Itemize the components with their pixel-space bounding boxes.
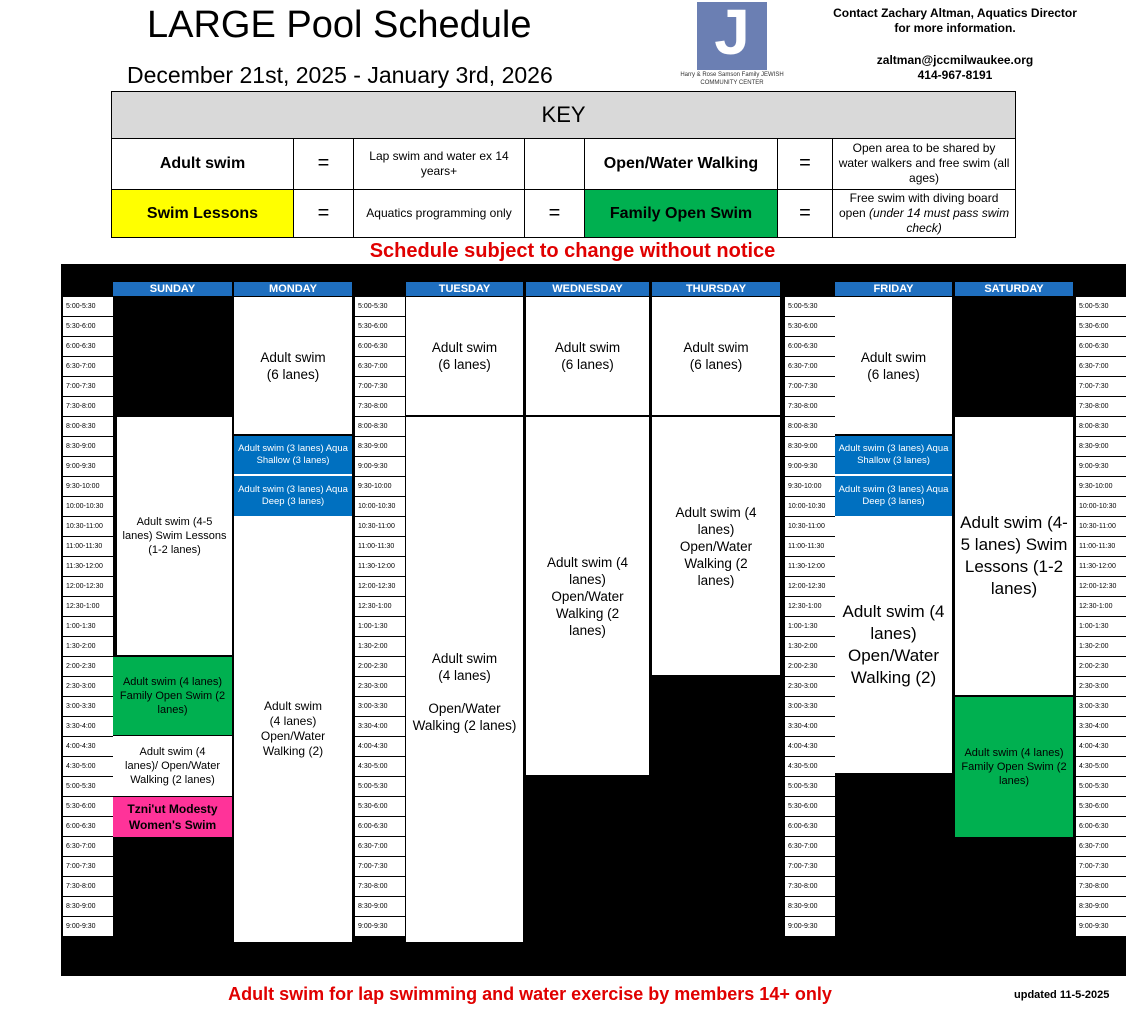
page-title: LARGE Pool Schedule [147, 4, 532, 46]
contact-line1: Contact Zachary Altman, Aquatics Director [833, 6, 1077, 20]
time-slot: 9:30-10:00 [785, 477, 835, 497]
time-slot: 2:30-3:00 [355, 677, 405, 697]
time-slot: 6:00-6:30 [63, 817, 113, 837]
time-slot: 12:30-1:00 [785, 597, 835, 617]
key-swim-lessons-desc: Aquatics programming only [354, 190, 525, 238]
key-open-water-desc: Open area to be shared by water walkers and free swim (all ages) [833, 138, 1016, 190]
time-slot: 6:30-7:00 [355, 357, 405, 377]
time-slot: 2:30-3:00 [1076, 677, 1126, 697]
footer-note: Adult swim for lap swimming and water exercise by members 14+ only [228, 984, 832, 1004]
time-slot: 2:00-2:30 [785, 657, 835, 677]
time-slot: 7:00-7:30 [1076, 377, 1126, 397]
time-slot: 8:00-8:30 [1076, 417, 1126, 437]
contact-block [810, 6, 1100, 36]
day-header-sunday: SUNDAY [113, 282, 232, 296]
time-slot: 9:00-9:30 [355, 917, 405, 937]
time-slot: 11:30-12:00 [785, 557, 835, 577]
time-slot: 7:00-7:30 [355, 377, 405, 397]
time-slot: 5:00-5:30 [63, 777, 113, 797]
time-slot: 7:30-8:00 [1076, 877, 1126, 897]
block-friday-adult6: Adult swim (6 lanes) [835, 297, 952, 434]
time-slot: 6:30-7:00 [1076, 837, 1126, 857]
time-slot: 8:30-9:00 [63, 897, 113, 917]
logo-caption: Harry & Rose Samson Family JEWISH COMMUNITY CENTER [680, 72, 784, 86]
time-slot: 12:30-1:00 [355, 597, 405, 617]
key-adult-swim: Adult swim [112, 138, 294, 190]
jcc-logo [697, 2, 767, 70]
key-equals: = [294, 190, 354, 238]
key-empty [525, 138, 585, 190]
key-swim-lessons: Swim Lessons [112, 190, 294, 238]
time-slot: 7:00-7:30 [355, 857, 405, 877]
time-slot: 7:30-8:00 [785, 397, 835, 417]
time-slot: 1:00-1:30 [785, 617, 835, 637]
time-slot: 8:00-8:30 [63, 417, 113, 437]
time-slot: 8:30-9:00 [785, 897, 835, 917]
time-slot: 7:30-8:00 [1076, 397, 1126, 417]
date-range: December 21st, 2025 - January 3rd, 2026 [127, 62, 553, 88]
time-slot: 12:30-1:00 [63, 597, 113, 617]
logo-letter: J [714, 0, 750, 68]
time-slot: 5:00-5:30 [785, 777, 835, 797]
block-monday-aqua-deep: Adult swim (3 lanes) Aqua Deep (3 lanes) [234, 476, 352, 516]
key-adult-swim-desc: Lap swim and water ex 14 years+ [354, 138, 525, 190]
time-slot: 7:00-7:30 [63, 377, 113, 397]
time-slot: 3:00-3:30 [1076, 697, 1126, 717]
time-slot: 2:30-3:00 [785, 677, 835, 697]
time-slot: 6:30-7:00 [63, 837, 113, 857]
time-slot: 5:30-6:00 [355, 317, 405, 337]
key-equals: = [525, 190, 585, 238]
key-open-water: Open/Water Walking [585, 138, 778, 190]
day-header-tuesday: TUESDAY [406, 282, 523, 296]
time-slot: 5:00-5:30 [63, 297, 113, 317]
time-slot: 6:00-6:30 [355, 817, 405, 837]
time-slot: 4:30-5:00 [785, 757, 835, 777]
time-slot: 9:00-9:30 [1076, 917, 1126, 937]
time-slot: 11:00-11:30 [785, 537, 835, 557]
time-slot: 5:00-5:30 [1076, 297, 1126, 317]
block-sunday-family-open: Adult swim (4 lanes) Family Open Swim (2 lanes) [113, 657, 232, 735]
time-slot: 2:00-2:30 [1076, 657, 1126, 677]
block-saturday-family-open: Adult swim (4 lanes) Family Open Swim (2 lanes) [955, 697, 1073, 837]
time-slot: 1:00-1:30 [1076, 617, 1126, 637]
block-monday-walking: Adult swim (4 lanes) Open/Water Walking (2) [234, 516, 352, 942]
time-slot: 6:30-7:00 [1076, 357, 1126, 377]
time-slot: 8:30-9:00 [785, 437, 835, 457]
time-slot: 8:00-8:30 [785, 417, 835, 437]
time-slot: 1:30-2:00 [355, 637, 405, 657]
time-slot: 3:00-3:30 [355, 697, 405, 717]
time-slot: 5:30-6:00 [63, 797, 113, 817]
time-slot: 6:00-6:30 [785, 337, 835, 357]
time-slot: 11:00-11:30 [355, 537, 405, 557]
block-monday-aqua-shallow: Adult swim (3 lanes) Aqua Shallow (3 lanes) [234, 436, 352, 474]
time-slot: 11:30-12:00 [1076, 557, 1126, 577]
time-slot: 5:30-6:00 [785, 797, 835, 817]
time-slot: 3:00-3:30 [785, 697, 835, 717]
time-slot: 5:30-6:00 [1076, 317, 1126, 337]
time-slot: 9:00-9:30 [355, 457, 405, 477]
contact-line2: for more information. [894, 21, 1016, 35]
time-slot: 8:30-9:00 [1076, 897, 1126, 917]
key-family-open-desc [833, 190, 1016, 238]
time-slot: 5:00-5:30 [1076, 777, 1126, 797]
time-slot: 8:30-9:00 [355, 897, 405, 917]
tuesday-walk-text: Open/Water Walking (2 lanes) [412, 700, 517, 733]
time-slot: 5:00-5:30 [355, 297, 405, 317]
time-slot: 5:00-5:30 [355, 777, 405, 797]
time-slot: 10:30-11:00 [63, 517, 113, 537]
time-slot: 9:00-9:30 [63, 917, 113, 937]
block-wednesday-walking: Adult swim (4 lanes) Open/Water Walking (2 lanes) [526, 417, 649, 775]
key-heading: KEY [112, 92, 1016, 139]
time-slot: 1:00-1:30 [63, 617, 113, 637]
notice-text: Schedule subject to change without notice [369, 240, 776, 262]
time-slot: 6:30-7:00 [785, 837, 835, 857]
time-slot: 11:30-12:00 [63, 557, 113, 577]
time-slot: 11:00-11:30 [1076, 537, 1126, 557]
day-header-monday: MONDAY [234, 282, 352, 296]
time-slot: 6:30-7:00 [355, 837, 405, 857]
key-family-open-desc-a: Free swim with diving board open [839, 191, 999, 221]
time-slot: 8:30-9:00 [355, 437, 405, 457]
time-slot: 3:30-4:00 [1076, 717, 1126, 737]
time-slot: 6:00-6:30 [1076, 817, 1126, 837]
time-slot: 11:00-11:30 [63, 537, 113, 557]
time-slot: 9:30-10:00 [63, 477, 113, 497]
time-slot: 10:30-11:00 [1076, 517, 1126, 537]
block-sunday-tznius: Tzni'ut Modesty Women's Swim [113, 797, 232, 837]
time-slot: 4:30-5:00 [63, 757, 113, 777]
block-wednesday-adult6: Adult swim (6 lanes) [526, 297, 649, 415]
key-equals: = [778, 190, 833, 238]
block-tuesday-walking [406, 417, 523, 942]
time-slot: 3:30-4:00 [355, 717, 405, 737]
contact-phone: 414-967-8191 [917, 68, 993, 82]
time-slot: 6:30-7:00 [63, 357, 113, 377]
time-slot: 8:00-8:30 [355, 417, 405, 437]
time-slot: 2:00-2:30 [355, 657, 405, 677]
time-slot: 10:30-11:00 [355, 517, 405, 537]
time-slot: 10:00-10:30 [355, 497, 405, 517]
time-slot: 1:30-2:00 [785, 637, 835, 657]
block-thursday-walking: Adult swim (4 lanes) Open/Water Walking (2 lanes) [652, 417, 780, 675]
block-friday-aqua-shallow: Adult swim (3 lanes) Aqua Shallow (3 lanes) [835, 436, 952, 474]
block-tuesday-adult6: Adult swim (6 lanes) [406, 297, 523, 415]
time-slot: 4:00-4:30 [63, 737, 113, 757]
time-slot: 7:30-8:00 [355, 877, 405, 897]
time-slot: 9:30-10:00 [1076, 477, 1126, 497]
key-equals: = [778, 138, 833, 190]
time-slot: 5:30-6:00 [1076, 797, 1126, 817]
time-slot: 7:00-7:30 [63, 857, 113, 877]
block-sunday-adult-lessons: Adult swim (4-5 lanes) Swim Lessons (1-2 lanes) [117, 417, 232, 655]
time-slot: 8:30-9:00 [1076, 437, 1126, 457]
day-header-saturday: SATURDAY [955, 282, 1073, 296]
contact-email[interactable]: zaltman@jccmilwaukee.org [876, 53, 1034, 67]
key-family-open: Family Open Swim [585, 190, 778, 238]
time-slot: 9:00-9:30 [785, 457, 835, 477]
time-slot: 9:00-9:30 [1076, 457, 1126, 477]
time-slot: 1:00-1:30 [355, 617, 405, 637]
block-saturday-lessons: Adult swim (4-5 lanes) Swim Lessons (1-2 lanes) [955, 417, 1073, 695]
day-header-friday: FRIDAY [835, 282, 952, 296]
time-slot: 8:30-9:00 [63, 437, 113, 457]
contact-info [810, 53, 1100, 83]
time-slot: 12:30-1:00 [1076, 597, 1126, 617]
time-slot: 12:00-12:30 [785, 577, 835, 597]
time-slot: 1:30-2:00 [63, 637, 113, 657]
time-slot: 7:30-8:00 [355, 397, 405, 417]
key-table [111, 91, 1016, 238]
time-slot: 10:00-10:30 [63, 497, 113, 517]
block-friday-aqua-deep: Adult swim (3 lanes) Aqua Deep (3 lanes) [835, 476, 952, 516]
time-slot: 3:30-4:00 [63, 717, 113, 737]
time-slot: 3:00-3:30 [63, 697, 113, 717]
time-slot: 7:00-7:30 [785, 857, 835, 877]
block-sunday-adult-walking: Adult swim (4 lanes)/ Open/Water Walking (2 lanes) [113, 736, 232, 796]
block-thursday-adult6: Adult swim (6 lanes) [652, 297, 780, 415]
time-slot: 9:00-9:30 [785, 917, 835, 937]
time-slot: 12:00-12:30 [63, 577, 113, 597]
block-monday-adult6: Adult swim (6 lanes) [234, 297, 352, 434]
time-slot: 10:00-10:30 [1076, 497, 1126, 517]
time-slot: 12:00-12:30 [1076, 577, 1126, 597]
time-slot: 4:00-4:30 [785, 737, 835, 757]
time-slot: 3:30-4:00 [785, 717, 835, 737]
time-slot: 6:00-6:30 [785, 817, 835, 837]
time-slot: 7:00-7:30 [785, 377, 835, 397]
time-slot: 6:00-6:30 [1076, 337, 1126, 357]
key-family-open-desc-b: (under 14 must pass swim check) [869, 206, 1010, 236]
day-header-wednesday: WEDNESDAY [526, 282, 649, 296]
tuesday-adult-text: Adult swim (4 lanes) [431, 650, 498, 683]
time-slot: 6:00-6:30 [63, 337, 113, 357]
time-slot: 2:30-3:00 [63, 677, 113, 697]
time-slot: 12:00-12:30 [355, 577, 405, 597]
time-slot: 4:00-4:30 [1076, 737, 1126, 757]
time-slot: 6:30-7:00 [785, 357, 835, 377]
time-slot: 5:30-6:00 [63, 317, 113, 337]
time-slot: 7:00-7:30 [1076, 857, 1126, 877]
key-equals: = [294, 138, 354, 190]
time-slot: 5:30-6:00 [785, 317, 835, 337]
time-slot: 11:30-12:00 [355, 557, 405, 577]
time-slot: 1:30-2:00 [1076, 637, 1126, 657]
time-slot: 5:00-5:30 [785, 297, 835, 317]
time-slot: 10:30-11:00 [785, 517, 835, 537]
time-slot: 5:30-6:00 [355, 797, 405, 817]
time-slot: 4:30-5:00 [355, 757, 405, 777]
time-slot: 6:00-6:30 [355, 337, 405, 357]
time-slot: 2:00-2:30 [63, 657, 113, 677]
day-header-thursday: THURSDAY [652, 282, 780, 296]
time-slot: 7:30-8:00 [63, 877, 113, 897]
time-slot: 9:30-10:00 [355, 477, 405, 497]
time-slot: 4:00-4:30 [355, 737, 405, 757]
updated-date: updated 11-5-2025 [1014, 989, 1110, 1001]
time-slot: 10:00-10:30 [785, 497, 835, 517]
block-friday-walking: Adult swim (4 lanes) Open/Water Walking (2) [835, 516, 952, 773]
time-slot: 7:30-8:00 [63, 397, 113, 417]
time-slot: 9:00-9:30 [63, 457, 113, 477]
time-slot: 7:30-8:00 [785, 877, 835, 897]
time-slot: 4:30-5:00 [1076, 757, 1126, 777]
